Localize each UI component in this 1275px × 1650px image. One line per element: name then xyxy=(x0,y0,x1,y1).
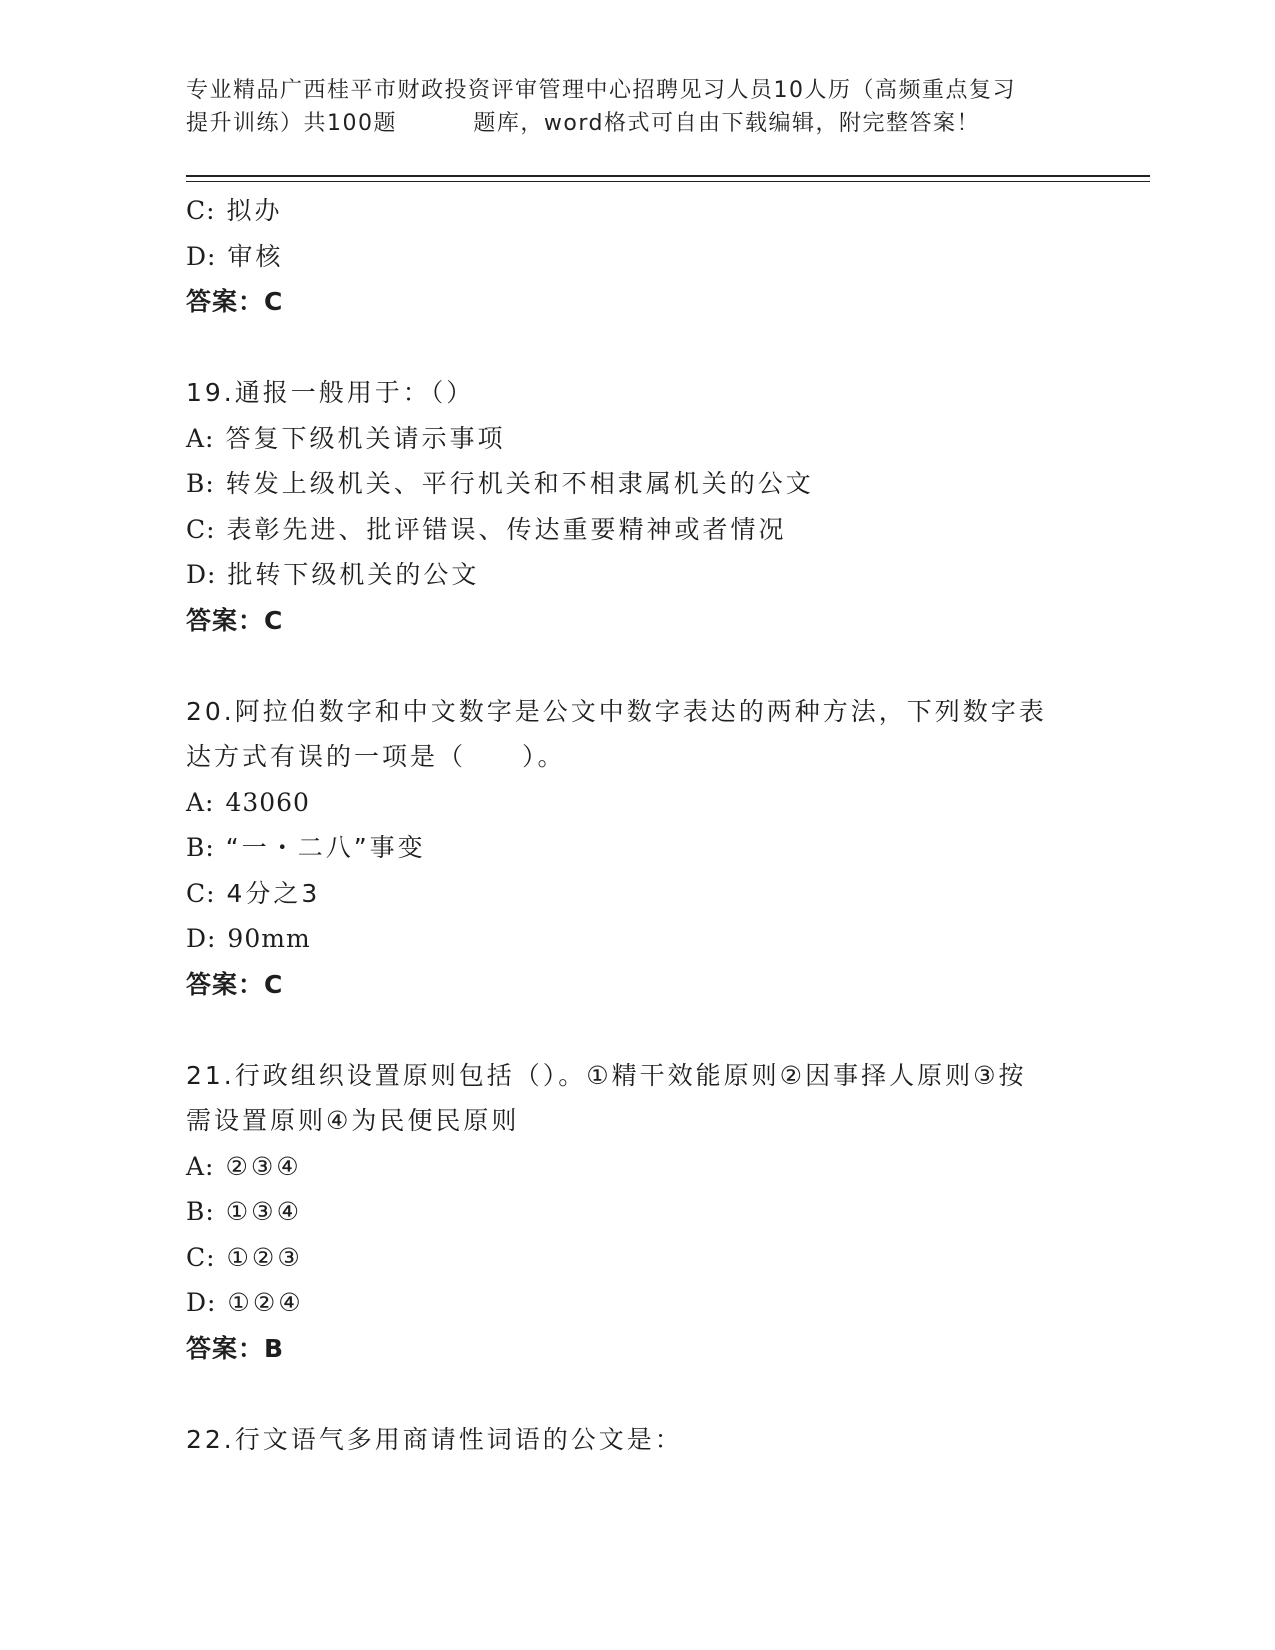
question-22 xyxy=(186,1417,1086,1463)
option-row xyxy=(186,1189,1086,1235)
option-row xyxy=(186,461,1086,507)
option-text: 表彰先进、批评错误、传达重要精神或者情况 xyxy=(226,514,787,544)
option-label: D: xyxy=(186,560,217,589)
option-label: C: xyxy=(186,1242,216,1272)
question-stem: 20.阿拉伯数字和中文数字是公文中数字表达的两种方法，下列数字表 xyxy=(186,696,1047,726)
option-label: A: xyxy=(186,423,215,453)
header-title-line-2: 提升训练）共100题 题库，word格式可自由下载编辑，附完整答案！ xyxy=(186,111,981,136)
option-text: 4分之3 xyxy=(226,878,321,908)
question-list xyxy=(186,188,1086,1462)
spacer xyxy=(186,325,1086,371)
option-label: A: xyxy=(186,787,215,817)
option-text: 转发上级机关、平行机关和不相隶属机关的公文 xyxy=(225,469,814,498)
option-text: ②③④ xyxy=(225,1151,302,1181)
option-label: B: xyxy=(186,469,215,498)
option-label: C: xyxy=(186,514,216,544)
header-rule-thick xyxy=(186,175,1150,177)
answer-line: 答案：C xyxy=(186,287,284,316)
option-label: C: xyxy=(186,196,216,225)
option-row xyxy=(186,1144,1086,1190)
option-row xyxy=(186,416,1086,462)
option-text: 90mm xyxy=(227,924,311,953)
option-row xyxy=(186,234,1086,280)
option-label: B: xyxy=(186,833,215,862)
option-row xyxy=(186,1235,1086,1281)
option-text: 拟办 xyxy=(226,196,283,225)
question-20 xyxy=(186,689,1086,1008)
question-stem-continued: 达方式有误的一项是（ ）。 xyxy=(186,742,566,771)
question-stem: 19.通报一般用于：（） xyxy=(186,378,475,407)
option-text: 43060 xyxy=(225,787,310,817)
question-21 xyxy=(186,1053,1086,1372)
question-stem: 22.行文语气多用商请性词语的公文是： xyxy=(186,1424,683,1454)
option-text: 批转下级机关的公文 xyxy=(227,560,480,589)
header-rule-thin xyxy=(186,181,1150,182)
option-row xyxy=(186,188,1086,234)
option-text: “一・二八”事变 xyxy=(225,833,426,862)
option-label: D: xyxy=(186,1288,217,1317)
option-row xyxy=(186,507,1086,553)
question-stem-continued: 需设置原则④为民便民原则 xyxy=(186,1106,520,1135)
option-text: 审核 xyxy=(227,241,284,271)
answer-line: 答案：C xyxy=(186,969,284,999)
option-row xyxy=(186,780,1086,826)
answer-line: 答案：C xyxy=(186,605,284,635)
spacer xyxy=(186,1371,1086,1417)
option-text: ①②③ xyxy=(226,1242,303,1272)
option-row xyxy=(186,871,1086,917)
continued-question xyxy=(186,188,1086,325)
option-text: ①②④ xyxy=(227,1288,304,1317)
page-header xyxy=(186,74,1086,140)
option-row xyxy=(186,825,1086,871)
question-19 xyxy=(186,370,1086,643)
option-row xyxy=(186,916,1086,962)
option-row xyxy=(186,1280,1086,1326)
spacer xyxy=(186,643,1086,689)
option-label: D: xyxy=(186,924,217,953)
question-stem: 21.行政组织设置原则包括（）。①精干效能原则②因事择人原则③按 xyxy=(186,1060,1027,1090)
spacer xyxy=(186,1007,1086,1053)
option-text: 答复下级机关请示事项 xyxy=(225,423,506,453)
option-label: B: xyxy=(186,1197,215,1226)
option-label: D: xyxy=(186,241,217,271)
option-label: A: xyxy=(186,1151,215,1181)
answer-line: 答案：B xyxy=(186,1333,285,1363)
option-text: ①③④ xyxy=(225,1197,302,1226)
option-row xyxy=(186,552,1086,598)
header-title-line-1: 专业精品广西桂平市财政投资评审管理中心招聘见习人员10人历（高频重点复习 xyxy=(186,78,1016,103)
option-label: C: xyxy=(186,878,216,908)
